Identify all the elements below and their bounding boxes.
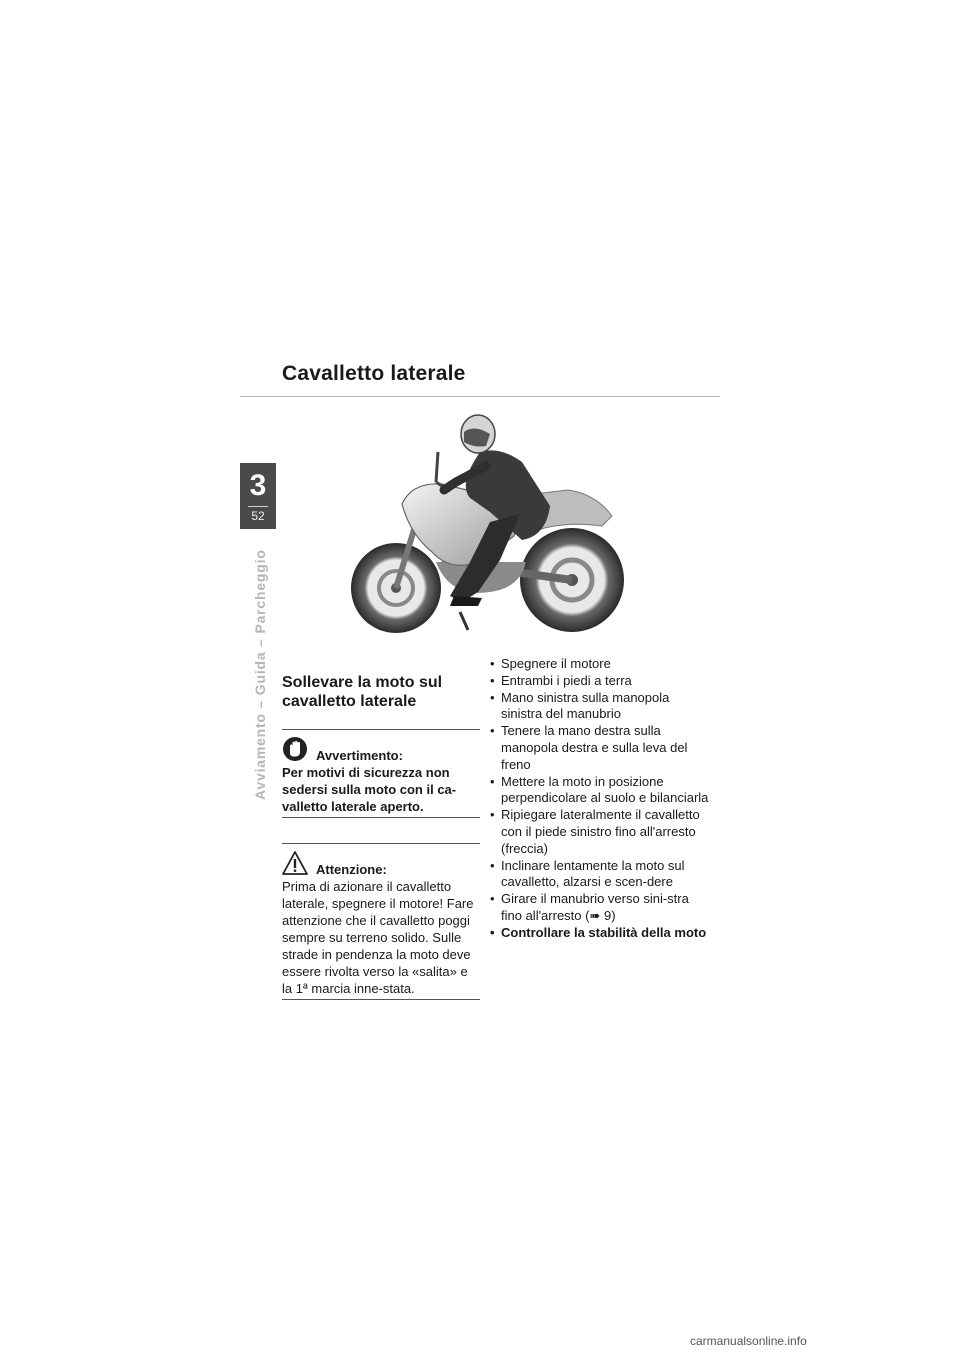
chapter-tab bbox=[240, 463, 276, 529]
right-column bbox=[490, 656, 710, 942]
step-item: • Inclinare lentamente la moto sul cavalletto, alzarsi e scen-dere bbox=[490, 858, 710, 892]
warning-text: Per motivi di sicurezza non sedersi sulla moto con il ca-valletto laterale aperto. bbox=[282, 765, 457, 814]
step-item: • Ripiegare lateralmente il cavalletto con il piede sinistro fino all'arresto (freccia) bbox=[490, 807, 710, 857]
caution-title: Attenzione: bbox=[316, 862, 387, 877]
stop-hand-icon bbox=[282, 736, 308, 762]
motorcycle-rider-illustration bbox=[350, 412, 640, 644]
page-number: 52 bbox=[251, 509, 265, 523]
left-column bbox=[282, 673, 480, 1000]
page-title: Cavalletto laterale bbox=[282, 362, 466, 385]
step-item: • Mano sinistra sulla manopola sinistra del manubrio bbox=[490, 690, 710, 724]
chapter-side-label: Avviamento – Guida – Parcheggio bbox=[252, 549, 268, 800]
step-item: • Controllare la stabilità della moto bbox=[490, 925, 710, 942]
caution-note bbox=[282, 843, 480, 1000]
chapter-number: 3 bbox=[249, 469, 267, 502]
section-heading: Sollevare la moto sul cavalletto laterale bbox=[282, 674, 443, 710]
exclamation-triangle-icon bbox=[282, 850, 308, 876]
steps-list bbox=[490, 656, 710, 942]
step-item: • Entrambi i piedi a terra bbox=[490, 673, 710, 690]
step-item: • Mettere la moto in posizione perpendicolare al suolo e bilanciarla bbox=[490, 774, 710, 808]
step-item: • Tenere la mano destra sulla manopola destra e sulla leva del freno bbox=[490, 723, 710, 773]
step-item: • Spegnere il motore bbox=[490, 656, 710, 673]
watermark: carmanualsonline.info bbox=[690, 1334, 807, 1348]
warning-note bbox=[282, 729, 480, 818]
warning-title: Avvertimento: bbox=[316, 748, 403, 763]
caution-text: Prima di azionare il cavalletto laterale, spegnere il motore! Fare attenzione che il cavalletto poggi sempre su terreno solido. Sulle strade in pendenza la moto deve essere rivolta verso la «salita» e la 1ª marcia inne-stata. bbox=[282, 879, 474, 996]
title-divider bbox=[240, 396, 720, 397]
step-item: • Girare il manubrio verso sini-stra fino all'arresto (➠ 9) bbox=[490, 891, 710, 925]
